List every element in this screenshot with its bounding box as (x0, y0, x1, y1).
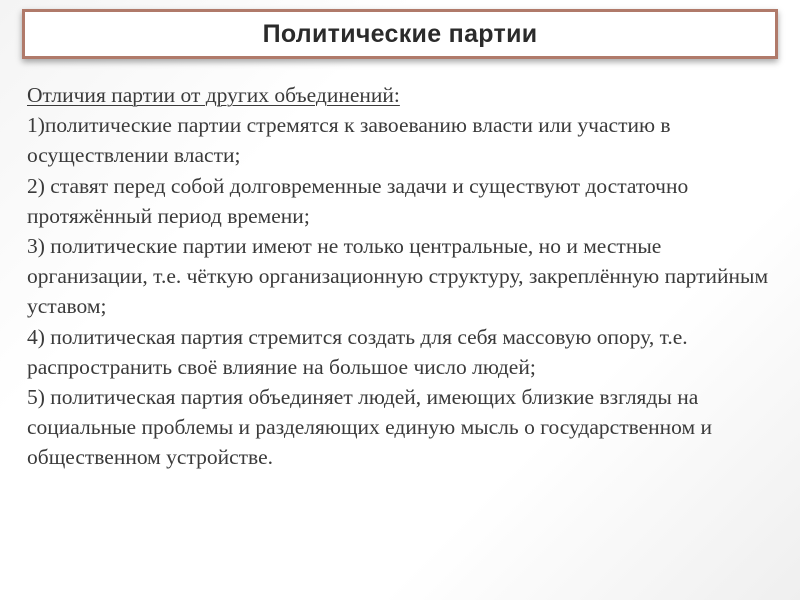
title-banner (22, 9, 778, 59)
list-item-4: 4) политическая партия стремится создать для себя массовую опору, т.е. распространить своё влияние на большое число людей; (27, 324, 688, 379)
list-item-2: 2) ставят перед собой долговременные задачи и существуют достаточно протяжённый период времени; (27, 173, 689, 228)
list-item-5: 5) политическая партия объединяет людей, имеющих близкие взгляды на социальные проблемы и разделяющих единую мысль о государственном и общественном устройстве. (27, 385, 712, 470)
list-item-1: 1)политические партии стремятся к завоеванию власти или участию в осуществлении власти; (27, 113, 671, 168)
page-title: Политические партии (262, 19, 538, 48)
subtitle: Отличия партии от других объединений: (27, 83, 400, 107)
list-item-3: 3) политические партии имеют не только центральные, но и местные организации, т.е. чёткую организационную структуру, закреплённую партийным уставом; (27, 234, 769, 319)
content-body (27, 80, 772, 473)
